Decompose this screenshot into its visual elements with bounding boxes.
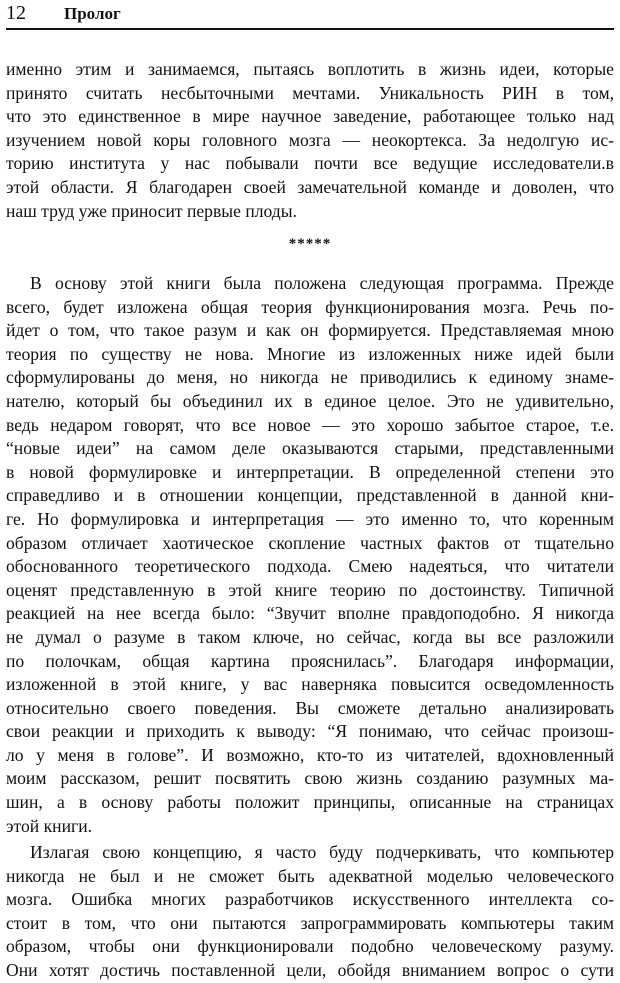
text-line: торию института у нас побывали почти все ведущие исследователи.в: [6, 153, 614, 174]
text-line: Излагая свою концепцию, я часто буду подчеркивать, что компьютер: [30, 842, 614, 862]
text-line: теория по существу не нова. Многие из изложенных ниже идей были: [6, 343, 614, 364]
text-line: свои реакции и приходить к выводу: “Я понимаю, что сейчас произош-: [6, 721, 614, 742]
text-line: именно этим и занимаемся, пытаясь воплотить в жизнь идеи, которые: [6, 59, 614, 79]
text-line: по полочкам, общая картина прояснилась”. Благодаря информации,: [6, 650, 614, 671]
text-line: моим рассказом, решит посвятить свою жизнь созданию разумных ма-: [6, 768, 614, 789]
text-line: “новые идеи” на самом деле оказываются старыми, представленными: [6, 438, 614, 459]
text-line: Они хотят достичь поставленной цели, обойдя вниманием вопрос о сути: [6, 959, 614, 980]
text-line: сформулированы до меня, но никогда не приводились к единому знаме-: [6, 367, 614, 388]
text-line: ло у меня в голове”. И возможно, кто-то из читателей, вдохновленный: [6, 744, 614, 765]
paragraph-3: [6, 841, 614, 983]
text-line: шин, а в основу работы положит принципы, описанные на страницах: [6, 792, 614, 813]
paragraph-2: [6, 272, 614, 838]
paragraph-1: [6, 58, 614, 223]
text-line: принято считать несбыточными мечтами. Уникальность РИН в том,: [6, 82, 614, 103]
text-line: что это единственное в мире научное заведение, работающее только над: [6, 106, 614, 127]
text-line: относительно своего поведения. Вы сможете детально анализировать: [6, 697, 614, 718]
text-line: образом отличает хаотическое скопление частных фактов от тщательно: [6, 532, 614, 553]
text-line: нателю, который бы объединил их в единое целое. Это не удивительно,: [6, 390, 614, 411]
text-line: изучением новой коры головного мозга — неокортекса. За недолгую ис-: [6, 129, 614, 150]
section-separator: *****: [288, 236, 332, 252]
text-line: обоснованного теоретического подхода. Смею надеяться, что читатели: [6, 556, 614, 577]
page-number: 12: [6, 2, 26, 24]
running-head: Пролог: [64, 4, 121, 23]
text-line: мозга. Ошибка многих разработчиков искусственного интеллекта со-: [6, 889, 614, 910]
text-line: оценят представленную в этой книге теорию по достоинству. Типичной: [6, 579, 614, 600]
text-line: ге. Но формулировка и интерпретация — это именно то, что коренным: [6, 508, 614, 529]
text-line: этой области. Я благодарен своей замечательной команде и доволен, что: [6, 176, 614, 197]
text-line: реакцией на нее всегда было: “Звучит вполне правдоподобно. Я никогда: [6, 603, 614, 624]
text-line: наш труд уже приносит первые плоды.: [6, 200, 297, 221]
page-header: [6, 0, 614, 30]
text-line: изложенной в этой книге, у вас наверняка повысится осведомленность: [6, 674, 614, 695]
text-line: ведь недаром говорят, что все новое — это хорошо забытое старое, т.е.: [6, 414, 614, 435]
text-line: всего, будет изложена общая теория функционирования мозга. Речь по-: [6, 296, 614, 317]
text-line: никогда не был и не сможет быть адекватной моделью человеческого: [6, 865, 614, 886]
text-line: В основу этой книги была положена следующая программа. Прежде: [30, 273, 614, 293]
text-line: йдет о том, что такое разум и как он формируется. Представляемая мною: [6, 320, 614, 341]
text-line: образом, чтобы они функционировали подобно человеческому разуму.: [6, 936, 614, 957]
text-line: в новой формулировке и интерпретации. В определенной степени это: [6, 461, 614, 482]
text-line: не думал о разуме в таком ключе, но сейчас, когда вы все разложили: [6, 626, 614, 647]
text-line: стоит в том, что они пытаются запрограммировать компьютеры таким: [6, 912, 614, 933]
text-line: справедливо и в отношении концепции, представленной в данной кни-: [6, 485, 614, 506]
text-line: этой книги.: [6, 815, 93, 836]
